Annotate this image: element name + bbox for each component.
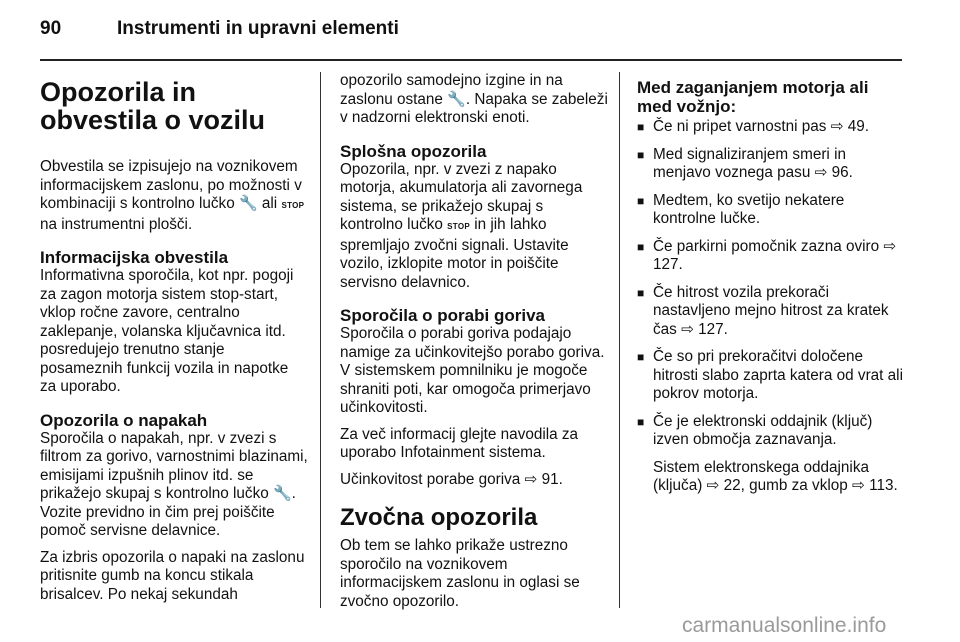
list-item-text: Če hitrost vozila prekorači nastavljeno mejno hitrost za kratek čas [653, 283, 889, 338]
intro-text: Obvestila se izpisujejo na voznikovem informacijskem zaslonu, po možnosti v kombinaciji s kontrolno lučko [40, 158, 302, 212]
general-text-b: in jih lahko spremljajo zvočni signali. Ustavite vozilo, izklopite motor in poiščite servisno delavnico. [340, 216, 569, 291]
key-system-text: Sistem elektronskega oddajnika (ključa) [653, 458, 869, 494]
stop-icon: STOP [447, 222, 470, 231]
general-warnings-heading: Splošna opozorila [340, 141, 487, 161]
wrench-icon: 🔧 [272, 485, 292, 502]
continued-text-a: opozorilo samodejno izgine in na zaslonu ostane [340, 72, 563, 108]
section-title: Instrumenti in upravni elementi [117, 18, 399, 39]
stop-icon: STOP [281, 201, 305, 210]
intro-text-or: ali [261, 195, 278, 212]
bullet-icon: ■ [637, 147, 645, 162]
page-reference-link[interactable]: 91. [541, 470, 563, 488]
info-messages-heading: Informacijska obvestila [40, 248, 229, 267]
bullet-icon: ■ [637, 193, 645, 208]
page-reference-link[interactable]: 127. [653, 256, 683, 273]
header-divider [40, 59, 902, 61]
list-item [637, 284, 907, 340]
list-item [637, 413, 907, 450]
list-item-text: Če parkirni pomočnik zazna oviro [653, 237, 880, 255]
arrow-right-icon: ⇨ [814, 164, 828, 181]
list-item [637, 146, 907, 183]
bullet-icon: ■ [637, 285, 645, 300]
intro-paragraph [40, 158, 308, 234]
fuel-more-info: Za več informacij glejte navodila za uporabo Infotainment sistema. [340, 425, 579, 461]
warning-list [637, 118, 907, 450]
arrow-right-icon: ⇨ [681, 320, 694, 338]
error-messages-heading: Opozorila o napakah [40, 410, 208, 430]
wrench-icon: 🔧 [447, 90, 466, 108]
column-divider-2 [619, 72, 620, 608]
fuel-messages-heading: Sporočila o porabi goriva [340, 306, 545, 325]
error-text: Sporočila o napakah, npr. v zvezi s filtrom za gorivo, varnostnimi blazinami, emisijami izpušnih plinov itd. se prikažejo skupaj s kontrolno lučko [40, 429, 308, 502]
sound-warnings-heading: Zvočna opozorila [340, 504, 538, 531]
continued-text-b: . Napaka se zabeleži v nadzorni elektronski enoti. [340, 90, 608, 126]
arrow-right-icon: ⇨ [830, 118, 844, 135]
column-divider-1 [320, 72, 321, 608]
bullet-icon: ■ [637, 414, 645, 429]
watermark: carmanualsonline.info [682, 614, 887, 637]
column-right [637, 72, 907, 504]
list-item [637, 348, 907, 404]
general-text-a: Opozorila, npr. v zvezi z napako motorja, akumulatorja ali zavornega sistema, se prikažejo skupaj s kontrolno lučko [340, 160, 583, 233]
page-reference-link[interactable]: 96. [831, 164, 853, 181]
fuel-messages-text: Sporočila o porabi goriva podajajo namige za učinkovitejšo porabo goriva. V sistemskem pomnilniku je mogoče shraniti poti, kar omogoča primerjavo učinkovitosti. [340, 325, 605, 416]
page-reference-link[interactable]: 22, gumb za vklop [723, 477, 848, 494]
page-reference-link[interactable]: 113. [869, 477, 898, 494]
wrench-icon: 🔧 [238, 195, 258, 212]
sound-warnings-text: Ob tem se lahko prikaže ustrezno sporočilo na voznikovem informacijskem zaslonu in oglasi se zvočno opozorilo. [340, 537, 580, 610]
arrow-right-icon: ⇨ [883, 237, 897, 255]
list-item-text: Med signaliziranjem smeri in menjavo voznega pasu [653, 145, 846, 181]
intro-text-end: na instrumentni plošči. [40, 215, 193, 233]
list-item [637, 192, 907, 229]
bullet-icon: ■ [637, 239, 645, 254]
list-item [637, 238, 907, 275]
general-warnings-text [340, 161, 608, 293]
error-text-end: . Vozite previdno in čim prej poiščite pomoč servisne delavnice. [40, 485, 296, 539]
column-left [40, 72, 308, 612]
info-messages-text: Informativna sporočila, kot npr. pogoji za zagon motorja sistem stop-start, vklop ročne zavore, centralno zaklepanje, volanska ključavnica itd. posredujejo trenutno stanje posameznih funkcij vozila in napotke za uporabo. [40, 267, 294, 395]
column-middle [340, 72, 608, 619]
error-messages-text [40, 430, 308, 541]
clear-message-text: Za izbris opozorila o napaki na zaslonu pritisnite gumb na koncu stikala brisalcev. Po nekaj sekundah [40, 548, 305, 603]
engine-start-heading: Med zaganjanjem motorja ali med vožnjo: [637, 78, 869, 116]
bullet-icon: ■ [637, 350, 645, 364]
arrow-right-icon: ⇨ [706, 477, 720, 494]
page-reference-link[interactable]: 49. [847, 118, 870, 135]
page-reference-link[interactable]: 127. [698, 320, 728, 338]
list-item-text: Če ni pripet varnostni pas [653, 118, 827, 135]
arrow-right-icon: ⇨ [852, 477, 865, 494]
key-system-ref [637, 459, 907, 496]
fuel-efficiency-ref [340, 471, 608, 490]
list-item-text: Medtem, ko svetijo nekatere kontrolne lučke. [653, 191, 845, 227]
page-header [0, 0, 960, 60]
list-item [637, 118, 907, 137]
bullet-icon: ■ [637, 120, 645, 134]
list-item-text: Če je elektronski oddajnik (ključ) izven območja zaznavanja. [653, 412, 873, 448]
list-item-text: Če so pri prekoračitvi določene hitrosti slabo zaprta katera od vrat ali pokrov motorja. [653, 348, 903, 402]
page-title: Opozorila in obvestila o vozilu [40, 77, 266, 135]
fuel-efficiency-label: Učinkovitost porabe goriva [340, 470, 521, 488]
continued-text [340, 72, 608, 128]
arrow-right-icon: ⇨ [524, 470, 538, 488]
page-number: 90 [40, 18, 62, 39]
